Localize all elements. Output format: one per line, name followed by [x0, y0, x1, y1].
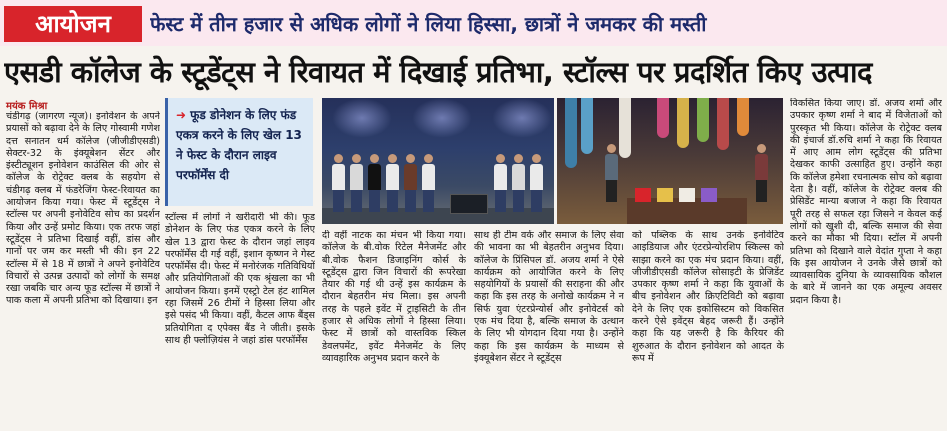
- article-column-6: [790, 98, 942, 429]
- arrow-icon: ➜: [176, 108, 187, 122]
- article-column-1: [6, 111, 160, 429]
- article-text: विकसित किया जाए। डॉ. अजय शर्मा और उपकार कृष्ण शर्मा ने बाद में विजेताओं को पुरस्कृत भी किया। कॉलेज के रोट्रेक्ट क्लब की इंचार्ज डॉ.रुचि शर्मा ने कहा कि रिवायत में आए आम लोग स्टूडेंट्स की प्रतिभा देखकर काफी उत्साहित हुए। उन्होंने कहा कि कॉलेज हमेशा रचनात्मक सोच को बढ़ावा देता है। वहीं, कॉलेज के रोट्रेक्ट क्लब की प्रेसिडेंट मान्या बजाज ने कहा कि रिवायत पूरी तरह से सफल रहा जिसने न केवल कई लोगों को खुशी दी, बल्कि समाज की सेवा करने का मौका भी दिया। स्टॉल में अपनी प्रतिभा को दिखाने वाले वेदांत गुप्ता ने कहा कि इस आयोजन ने उनके जैसे छात्रों को व्यावसायिक दुनिया के व्यावसायिक कौशल के बारे में जानने का एक अमूल्य अवसर प्रदान किया है।: [790, 98, 942, 306]
- article-text: दी वहीं नाटक का मंचन भी किया गया। कॉलेज के बी.वोक रिटेल मैनेजमेंट और बी.वोक फैशन डिजाइनिंग कोर्स के स्टूडेंट्स द्वारा जिन विचारों की रूपरेखा तैयार की गई थी उन्हें इस कार्यक्रम के दौरान बेहतरीन मंच मिला। इस अपनी तरह के पहले इवेंट में ट्राइसिटी के तीन हजार से अधिक लोगों ने हिस्सा लिया। फेस्ट में छात्रों को वास्तविक स्किल डेवलपमेंट, इवेंट मैनेजमेंट के लिए व्यावहारिक अनुभव प्रदान करने के: [322, 230, 466, 364]
- section-label: आयोजन: [4, 6, 142, 42]
- info-box-text: फूड डोनेशन के लिए फंड एकत्र करने के लिए खेल 13 ने फेस्ट के दौरान लाइव परफॉर्मेंस दी: [176, 108, 302, 182]
- info-box: [165, 98, 313, 206]
- article-column-2: [165, 212, 315, 429]
- article-text: स्टॉल्स में लोगों ने खरीदारी भी की। फूड डोनेशन के लिए फंड एकत्र करने के लिए खेल 13 द्वारा फेस्ट के दौरान जहां लाइव परफॉर्मेंस दी गई वहीं, इशान कृष्णन ने गेस्ट परफॉर्मेंस दी। फेस्ट में मनोरंजक गतिविधियों और प्रतियोगिताओं की एक श्रृंखला का भी आयोजन किया। इनमें एस्ट्रो टेल हंट शामिल रहा जिसमें 26 टीमों ने हिस्सा लिया और इसे पसंद भी किया। वहीं, कैटल आफ बैंड्स प्रतियोगिता द एपेक्स बैंड ने जीती। इसके साथ ही फ्लोज़ियंस ने जहां डांस परफॉर्मेंस: [165, 212, 315, 346]
- article-text: को पब्लिक के साथ उनके इनोवेटिव आइडियाज और एंटरप्रेन्योरशिप स्किल्स को साझा करने का एक मंच प्रदान किया। वहीं, जीजीडीएसडी कॉलेज सोसाइटी के प्रेजिडेंट उपकार कृष्ण शर्मा ने कहा कि युवाओं के बीच इनोवेशन और क्रिएटिविटी को बढ़ावा देने के लिए एक इकोसिस्टम को विकसित करने ऐसे इवेंट्स बेहद जरूरी हैं। उन्होंने कहा कि यह जरूरी है कि कैरियर की शुरुआत के दौरान इनोवेशन को आदत के रूप में: [632, 230, 784, 364]
- stage-photo: [322, 98, 554, 224]
- article-column-3: [322, 230, 466, 429]
- article-text: साथ ही टीम वर्क और समाज के लिए सेवा की भावना का भी बेहतरीन अनुभव दिया। कॉलेज के प्रिंसिपल डॉ. अजय शर्मा ने ऐसे कार्यक्रम को आयोजित करने के लिए सहयोगियों के प्रयासों की सराहना की और कहा कि इस तरह के अनोखे कार्यक्रम ने न सिर्फ युवा एंटरप्रेन्योर्स और इनोवेटर्स को एक मंच दिया है, बल्कि समाज के उत्थान के लिए भी योगदान दिया गया है। उन्होंने कहा कि इस कार्यक्रम के माध्यम से इंक्यूबेशन सेंटर ने स्टूडेंट्स: [474, 230, 624, 364]
- byline: मयंक मिश्रा: [6, 101, 48, 112]
- stall-photo: [557, 98, 783, 224]
- article-column-4: [474, 230, 624, 429]
- kicker-headline: फेस्ट में तीन हजार से अधिक लोगों ने लिया हिस्सा, छात्रों ने जमकर की मस्ती: [150, 12, 707, 36]
- main-headline: एसडी कॉलेज के स्टूडेंट्स ने रिवायत में दिखाई प्रतिभा, स्टॉल्स पर प्रदर्शित किए उत्पाद: [4, 55, 872, 89]
- article-column-5: [632, 230, 784, 429]
- article-text: चंडीगढ़ (जागरण न्यूज)। इनोवेशन के अपने प्रयासों को बढ़ावा देने के लिए गोस्वामी गणेश दत्त सनातन धर्म कॉलेज (जीजीडीएसडी) सेक्टर-32 के इंक्यूबेशन सेंटर और इंस्टीट्यूशन इनोवेशन काउंसिल की ओर से कॉलेज के रोट्रेक्ट क्लब के सहयोग से चंडीगढ़ क्लब में फंडरेजिंग फेस्ट-रिवायत का आयोजन किया गया। फेस्ट में स्टूडेंट्स ने स्टॉल्स पर अपनी इनोवेटिव सोच का प्रदर्शन किया और उन्हें प्रमोट किया। एक तरफ जहां स्टूडेंट्स ने प्रतिभा दिखाई वहीं, डांस और गानों पर जम कर मस्ती भी की। इन 22 स्टॉल्स में से 18 में छात्रों ने अपने इनोवेटिव विचारों से उत्पन्न उत्पादों को लोगों के समक्ष रखा जबकि चार अन्य फूड स्टॉल्स में छात्रों ने पाक कला में अपनी प्रतिभा को दिखाया। इन: [6, 111, 160, 307]
